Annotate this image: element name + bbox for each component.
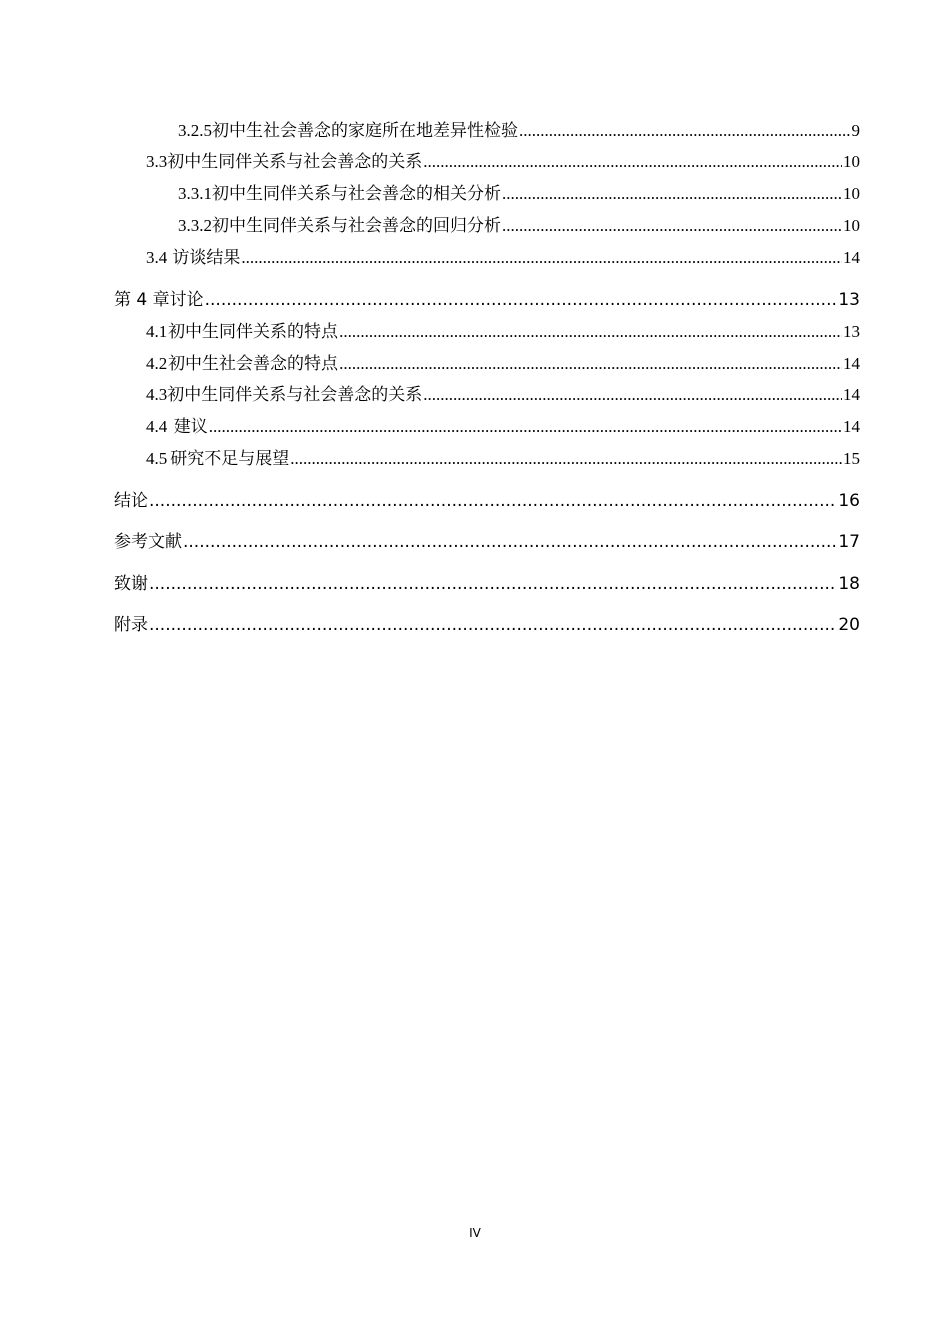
dot-leader <box>241 245 842 271</box>
toc-entry-3-2-5[interactable] <box>178 118 860 144</box>
toc-entry-4-1[interactable] <box>146 319 860 345</box>
toc-entry-4-3[interactable] <box>146 382 860 408</box>
dot-leader <box>149 612 837 638</box>
toc-entry-number: 3.3 <box>146 152 168 171</box>
toc-entry-page: 10 <box>843 152 860 171</box>
toc-entry-page: 10 <box>843 184 860 203</box>
toc-entry-page: 13 <box>838 290 860 310</box>
toc-entry-number: 4.2 <box>146 354 168 373</box>
toc-entry-chapter-4[interactable] <box>114 287 860 313</box>
toc-entry-number: 第 4 章 <box>114 290 170 310</box>
toc-entry-title: 初中生同伴关系与社会善念的相关分析 <box>212 184 501 203</box>
toc-entry-page: 16 <box>838 491 860 511</box>
toc-entry-4-5[interactable] <box>146 446 860 472</box>
toc-entry-page: 14 <box>843 417 860 436</box>
dot-leader <box>205 287 838 313</box>
toc-entry-number: 4.4 <box>146 417 168 436</box>
toc-entry-number: 4.3 <box>146 385 168 404</box>
toc-entry-page: 14 <box>843 385 860 404</box>
toc-entry-number: 3.3.2 <box>178 216 212 235</box>
dot-leader <box>339 351 842 377</box>
toc-entry-title: 初中生同伴关系与社会善念的关系 <box>167 152 423 171</box>
toc-entry-number: 4.1 <box>146 322 168 341</box>
toc-entry-number: 3.4 <box>146 248 168 267</box>
toc-entry-page: 13 <box>843 322 860 341</box>
toc-entry-page: 14 <box>843 354 860 373</box>
toc-entry-4-4[interactable] <box>146 414 860 440</box>
toc-entry-page: 20 <box>838 615 860 635</box>
toc-entry-page: 10 <box>843 216 860 235</box>
toc-entry-number: 3.2.5 <box>178 121 212 140</box>
dot-leader <box>183 529 837 555</box>
dot-leader <box>209 414 842 440</box>
toc-entry-page: 17 <box>838 532 860 552</box>
toc-entry-appendix[interactable] <box>114 612 860 638</box>
toc-entry-3-3-2[interactable] <box>178 213 860 239</box>
toc-entry-page: 14 <box>843 248 860 267</box>
toc-entry-page: 18 <box>838 574 860 594</box>
toc-entry-title: 致谢 <box>114 574 148 594</box>
toc-entry-acknowledgements[interactable] <box>114 571 860 597</box>
toc-entry-references[interactable] <box>114 529 860 555</box>
toc-entry-page: 15 <box>843 449 860 468</box>
toc-entry-number: 4.5 <box>146 449 168 468</box>
toc-entry-3-4[interactable] <box>146 245 860 271</box>
toc-entry-3-3-1[interactable] <box>178 181 860 207</box>
toc-entry-page: 9 <box>851 121 860 140</box>
toc-entry-title: 初中生同伴关系的特点 <box>168 322 339 341</box>
dot-leader <box>423 149 842 175</box>
dot-leader <box>502 181 842 207</box>
page-number-footer: IV <box>469 1226 481 1240</box>
toc-entry-title: 初中生同伴关系与社会善念的回归分析 <box>212 216 501 235</box>
dot-leader <box>519 118 851 144</box>
toc-entry-title: 访谈结果 <box>172 248 241 267</box>
dot-leader <box>149 571 837 597</box>
toc-entry-title: 初中生同伴关系与社会善念的关系 <box>167 385 423 404</box>
toc-entry-title: 研究不足与展望 <box>170 449 290 468</box>
toc-entry-4-2[interactable] <box>146 351 860 377</box>
toc-entry-title: 讨论 <box>169 290 204 310</box>
toc-entry-conclusion[interactable] <box>114 488 860 514</box>
toc-entry-3-3[interactable] <box>146 149 860 175</box>
toc-entry-title: 附录 <box>114 615 148 635</box>
toc-entry-number: 3.3.1 <box>178 184 212 203</box>
dot-leader <box>502 213 842 239</box>
dot-leader <box>290 446 842 472</box>
dot-leader <box>423 382 842 408</box>
toc-entry-title: 结论 <box>114 491 148 511</box>
toc-entry-title: 初中生社会善念的特点 <box>168 354 339 373</box>
dot-leader <box>149 488 837 514</box>
toc-entry-title: 参考文献 <box>114 532 182 552</box>
dot-leader <box>339 319 842 345</box>
toc-entry-title: 建议 <box>173 417 208 436</box>
toc-entry-title: 初中生社会善念的家庭所在地差异性检验 <box>212 121 518 140</box>
